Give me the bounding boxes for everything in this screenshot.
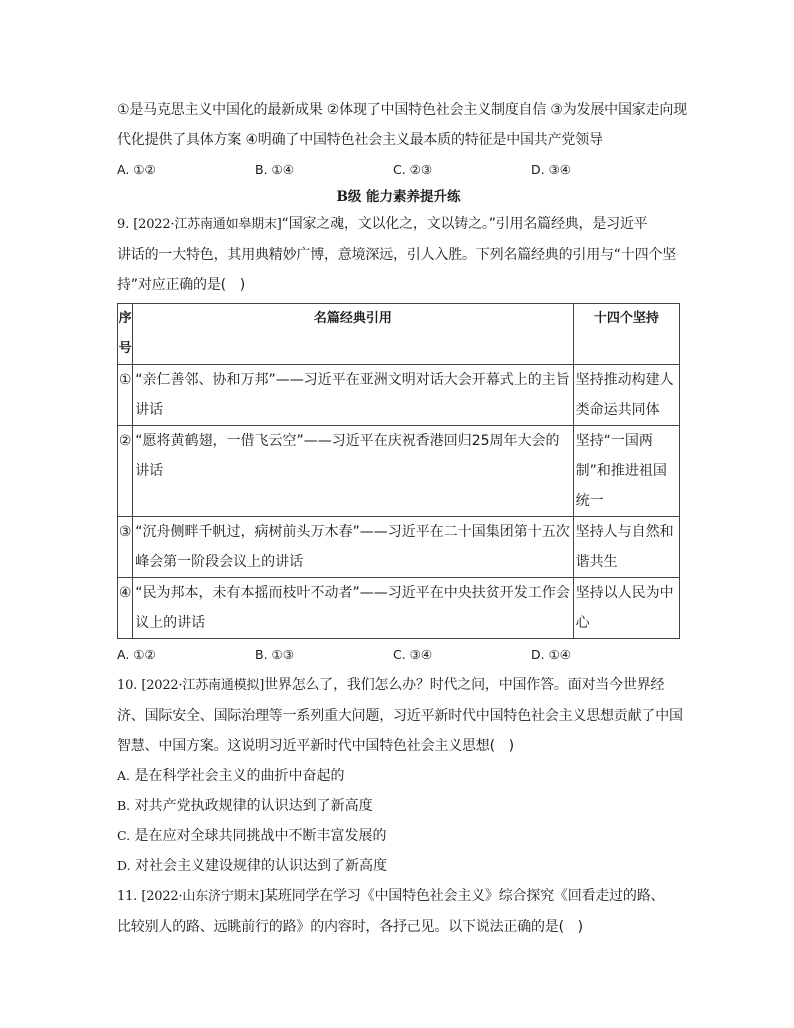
choice-letter: D. <box>117 858 131 873</box>
choice-text: 对共产党执政规律的认识达到了新高度 <box>134 798 373 814</box>
choice-letter: C. <box>117 828 131 843</box>
row-number: ③ <box>118 517 133 578</box>
q8-option-c: C. ②③ <box>393 162 433 177</box>
choice-text: 对社会主义建设规律的认识达到了新高度 <box>135 858 388 874</box>
q10-line-2: 济、国际安全、国际治理等一系列重大问题，习近平新时代中国特色社会主义思想贡献了中国 <box>117 708 683 724</box>
q10-choice-d <box>117 851 680 881</box>
q10-source: [2022·江苏南通模拟] <box>141 678 265 693</box>
q9-option-b: B. ①③ <box>255 647 294 662</box>
row-quote: “沉舟侧畔千帆过，病树前头万木春”——习近平在二十国集团第十五次峰会第一阶段会议上的讲话 <box>133 517 573 578</box>
row-number: ④ <box>118 578 133 639</box>
choice-letter: B. <box>117 798 131 813</box>
section-title: B级 能力素养提升练 <box>336 189 461 205</box>
q10-choice-a <box>117 761 680 791</box>
row-number: ② <box>118 426 133 517</box>
q10-line-3: 智慧、中国方案。这说明习近平新时代中国特色社会主义思想( ) <box>117 738 514 754</box>
q9-option-c: C. ③④ <box>393 647 433 662</box>
row-quote: “愿将黄鹤翅，一借飞云空”——习近平在庆祝香港回归25周年大会的讲话 <box>133 426 573 517</box>
choice-text: 是在应对全球共同挑战中不断丰富发展的 <box>134 828 387 844</box>
q8-statement-line-2: 代化提供了具体方案 ④明确了中国特色社会主义最本质的特征是中国共产党领导 <box>117 132 603 148</box>
q11-text-1: 某班同学在学习《中国特色社会主义》综合探究《回看走过的路、 <box>264 888 665 904</box>
q9-line-2: 讲话的一大特色，其用典精妙广博，意境深远，引人入胜。下列名篇经典的引用与“十四个坚 <box>117 247 677 263</box>
q9-line-1 <box>117 209 680 240</box>
header-quote: 名篇经典引用 <box>133 304 573 365</box>
exam-page <box>117 95 687 942</box>
q11-line-2: 比较别人的路、远眺前行的路》的内容时，各抒己见。以下说法正确的是( ) <box>117 919 583 935</box>
table-row <box>118 517 680 578</box>
row-persist: 坚持以人民为中心 <box>573 578 679 639</box>
table-row <box>118 578 680 639</box>
table-header-row <box>118 304 680 365</box>
q11-number: 11. <box>117 889 138 904</box>
q10-number: 10. <box>117 678 138 693</box>
row-persist: 坚持人与自然和谐共生 <box>573 517 679 578</box>
table-row <box>118 365 680 426</box>
q10-choice-b <box>117 791 680 821</box>
row-number: ① <box>118 365 133 426</box>
q8-statement-line-1: ①是马克思主义中国化的最新成果 ②体现了中国特色社会主义制度自信 ③为发展中国家走向现 <box>117 102 687 118</box>
q8-option-d: D. ③④ <box>531 162 571 177</box>
q10-line-1 <box>117 670 680 701</box>
row-quote: “亲仁善邻、协和万邦”——习近平在亚洲文明对话大会开幕式上的主旨讲话 <box>133 365 573 426</box>
q8-option-a: A. ①② <box>117 162 156 177</box>
q11-line-1 <box>117 881 680 912</box>
q9-option-d: D. ①④ <box>531 647 571 662</box>
table-row <box>118 426 680 517</box>
q9-table <box>117 303 680 639</box>
q9-options <box>117 640 680 670</box>
q8-options <box>117 155 680 185</box>
row-quote: “民为邦本，未有本摇而枝叶不动者”——习近平在中央扶贫开发工作会议上的讲话 <box>133 578 573 639</box>
q10-text-1: 世界怎么了，我们怎么办？时代之问，中国作答。面对当今世界经 <box>264 677 665 693</box>
q9-text-1: “国家之魂，文以化之，文以铸之。”引用名篇经典，是习近平 <box>281 216 648 232</box>
q9-line-3: 持”对应正确的是( ) <box>117 277 245 293</box>
q9-option-a: A. ①② <box>117 647 156 662</box>
q8-option-b: B. ①④ <box>255 162 294 177</box>
q10-choice-c <box>117 821 680 851</box>
header-persist: 十四个坚持 <box>573 304 679 365</box>
row-persist: 坚持推动构建人类命运共同体 <box>573 365 679 426</box>
choice-text: 是在科学社会主义的曲折中奋起的 <box>134 768 345 784</box>
row-persist: 坚持“一国两制”和推进祖国统一 <box>573 426 679 517</box>
q9-source: [2022·江苏南通如皋期末] <box>133 217 282 232</box>
q9-number: 9. <box>117 217 130 232</box>
choice-letter: A. <box>117 768 131 783</box>
q11-source: [2022·山东济宁期末] <box>141 889 265 904</box>
header-number: 序号 <box>118 304 133 365</box>
